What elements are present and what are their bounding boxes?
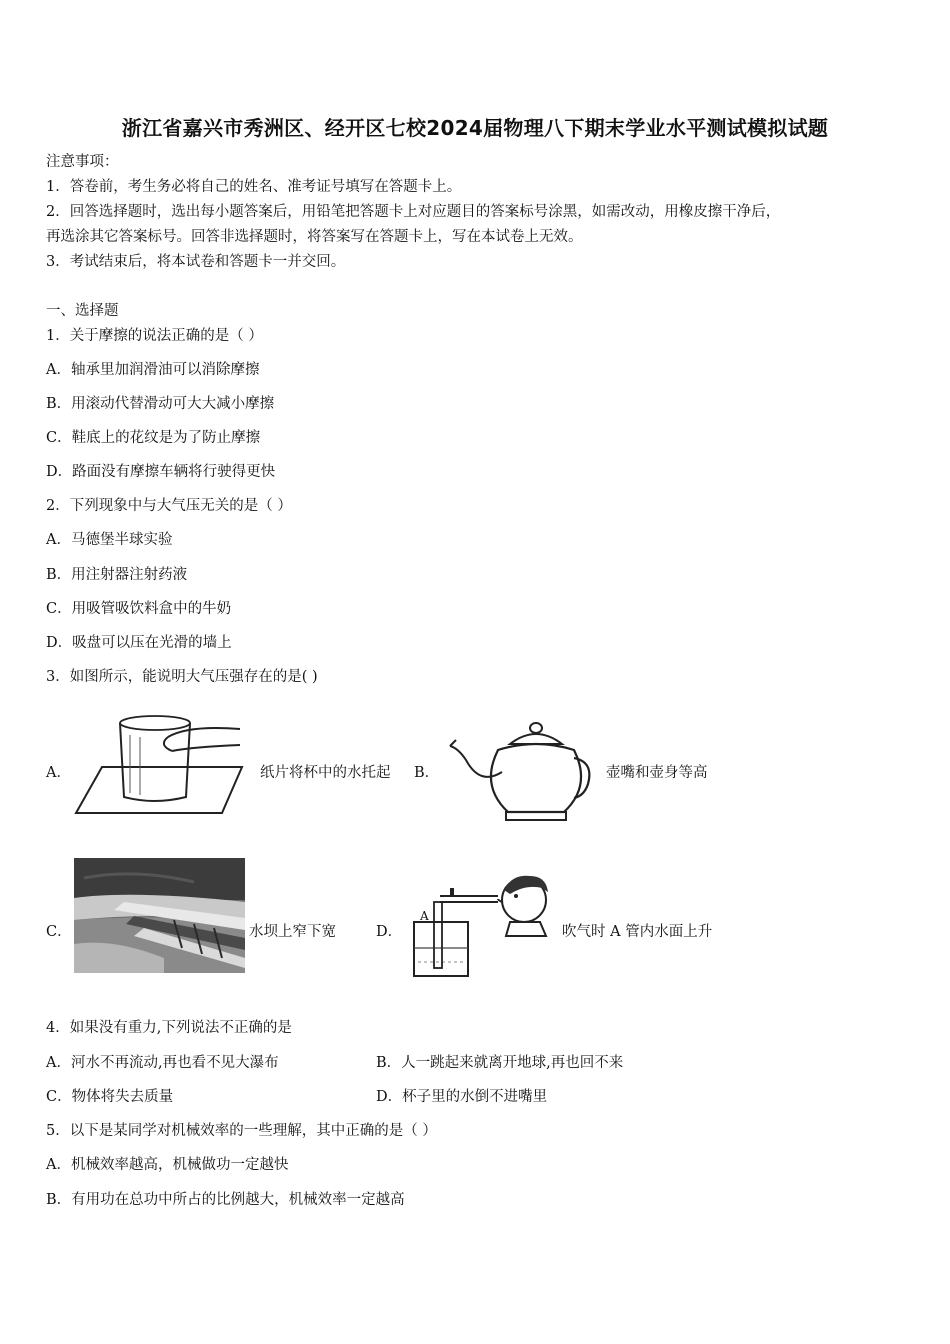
exam-title: 浙江省嘉兴市秀洲区、经开区七校2024届物理八下期末学业水平测试模拟试题 (121, 116, 829, 140)
question-2-option-b: B．用注射器注射药液 (46, 567, 188, 583)
cup-paper-figure (72, 705, 252, 817)
hand (168, 728, 240, 737)
question-3-option-b-label: B． (414, 765, 440, 781)
question-1-option-b: B．用滚动代替滑动可大大减小摩擦 (46, 396, 275, 412)
question-3-option-a-caption: 纸片将杯中的水托起 (260, 765, 391, 781)
question-4-option-c: C．物体将失去质量 (46, 1089, 174, 1105)
question-2-option-c: C．用吸管吸饮料盒中的牛奶 (46, 601, 232, 617)
question-3-stem: 3．如图所示，能说明大气压强存在的是( ) (46, 669, 318, 685)
notice-heading: 注意事项： (46, 154, 119, 170)
question-1-option-d: D．路面没有摩擦车辆将行驶得更快 (46, 464, 276, 480)
teapot-base (506, 812, 566, 820)
teapot-figure (446, 716, 596, 826)
teapot-lid-knob (530, 723, 542, 733)
notice-item: 3．考试结束后，将本试卷和答题卡一并交回。 (46, 254, 346, 270)
notice-item: 再选涂其它答案标号。回答非选择题时，将答案写在答题卡上，写在本试卷上无效。 (46, 229, 583, 245)
dam-photo (74, 858, 245, 973)
question-3-option-a-label: A． (46, 765, 71, 781)
question-4-option-d: D．杯子里的水倒不进嘴里 (376, 1089, 548, 1105)
notice-item: 2．回答选择题时，选出每小题答案后，用铅笔把答题卡上对应题目的答案标号涂黑，如需改动，用橡皮擦干净后， (46, 204, 781, 220)
person-hair (504, 876, 548, 894)
notice-item: 1．答卷前，考生务必将自己的姓名、准考证号填写在答题卡上。 (46, 179, 462, 195)
question-2-stem: 2．下列现象中与大气压无关的是（ ） (46, 498, 292, 514)
question-3-option-c-label: C． (46, 924, 72, 940)
question-2-option-d: D．吸盘可以压在光滑的墙上 (46, 635, 232, 651)
question-5-option-b: B．有用功在总功中所占的比例越大，机械效率一定越高 (46, 1192, 405, 1208)
question-5-option-a: A．机械效率越高，机械做功一定越快 (46, 1157, 289, 1173)
question-2-option-a: A．马德堡半球实验 (46, 532, 173, 548)
section-heading: 一、选择题 (46, 303, 119, 319)
question-1-option-a: A．轴承里加润滑油可以消除摩擦 (46, 362, 260, 378)
paper-sheet (76, 767, 242, 813)
question-4-option-a: A．河水不再流动,再也看不见大瀑布 (46, 1055, 279, 1071)
question-3-option-d-label: D． (376, 924, 403, 940)
teapot-body (491, 744, 581, 812)
question-1-option-c: C．鞋底上的花纹是为了防止摩擦 (46, 430, 261, 446)
teapot-lid (510, 734, 562, 744)
question-1-stem: 1．关于摩擦的说法正确的是（ ） (46, 328, 263, 344)
tube-a (434, 902, 442, 968)
tube-a-label: A (420, 909, 429, 923)
question-5-stem: 5．以下是某同学对机械效率的一些理解，其中正确的是（ ） (46, 1123, 437, 1139)
question-3-option-d-caption: 吹气时 A 管内水面上升 (562, 924, 713, 940)
question-4-option-b: B．人一跳起来就离开地球,再也回不来 (376, 1055, 624, 1071)
question-3-option-c-caption: 水坝上窄下宽 (249, 924, 336, 940)
question-3-option-b-caption: 壶嘴和壶身等高 (606, 765, 708, 781)
question-4-stem: 4．如果没有重力,下列说法不正确的是 (46, 1020, 292, 1036)
